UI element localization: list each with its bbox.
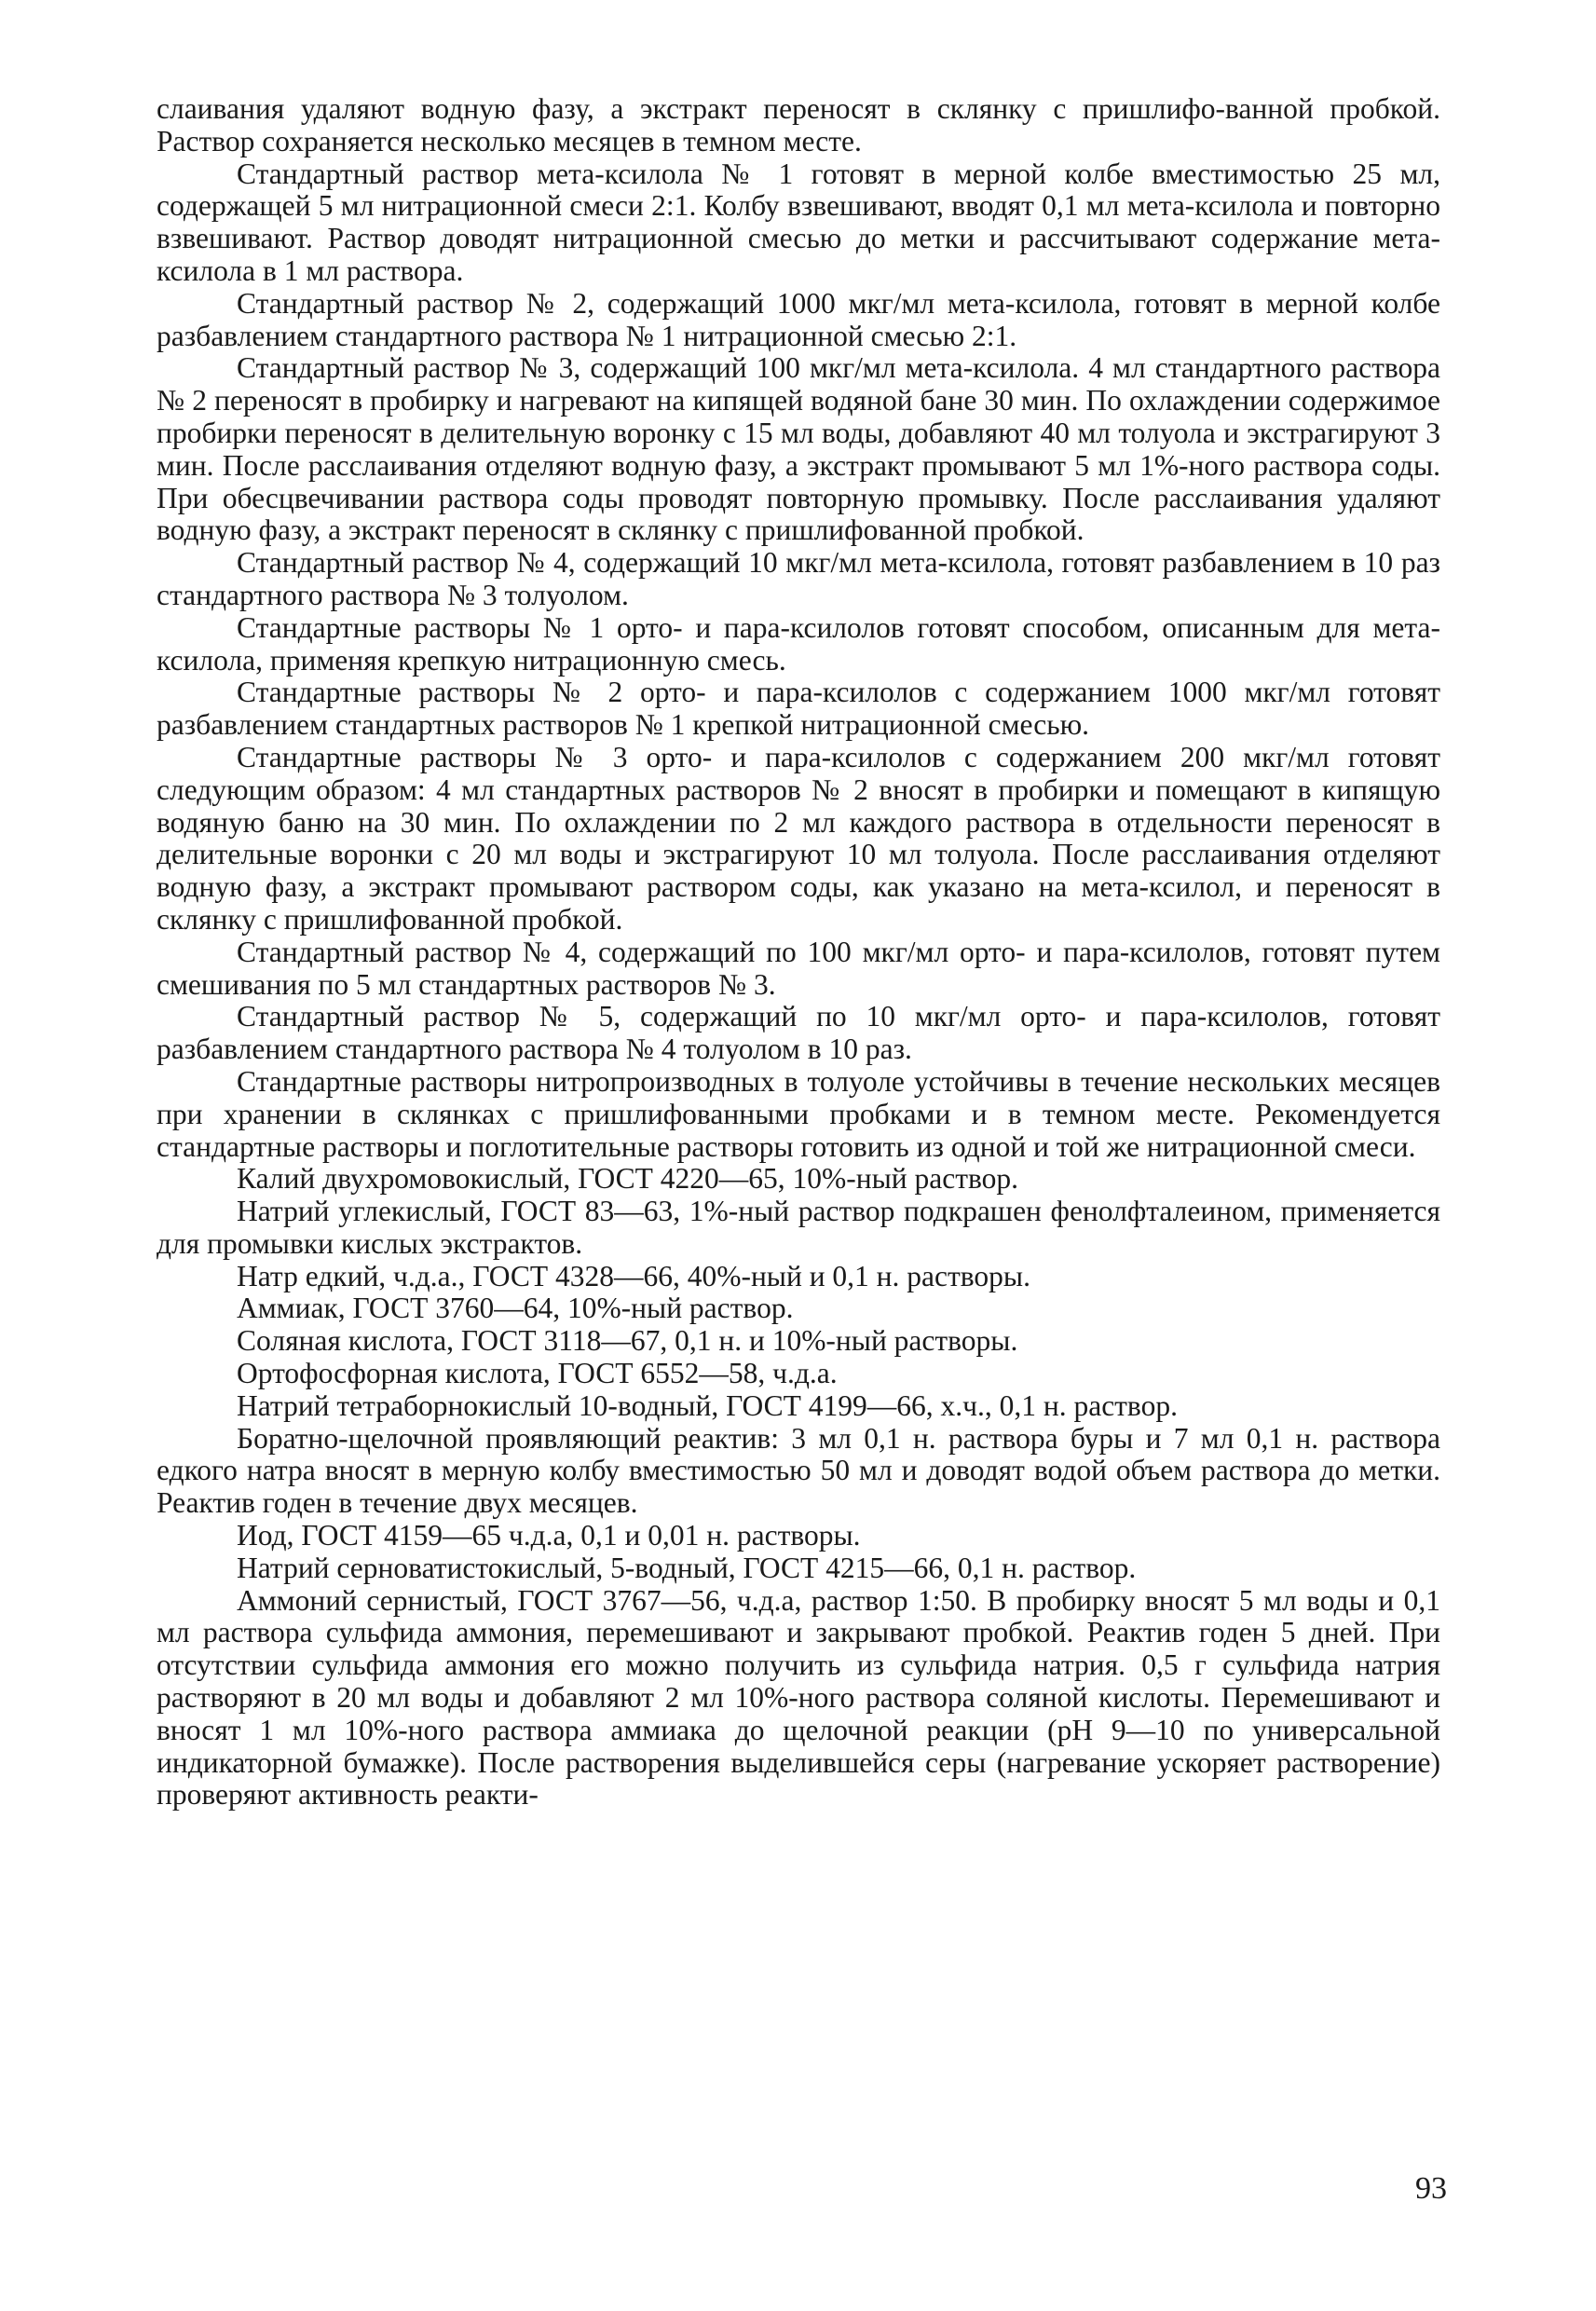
reagent-hydrochloric-acid: Соляная кислота, ГОСТ 3118—67, 0,1 н. и 10%-ный растворы. <box>237 1324 1018 1358</box>
page-body <box>157 93 1440 1812</box>
paragraph-ortho-para-std-3: Стандартные растворы № 3 орто- и пара-ксилолов с содержанием 200 мкг/мл готовят следующим образом: 4 мл стандартных растворов № 2 вносят в пробирки и помещают в кипящую водяную баню на 30 мин. По охлаждении по 2 мл каждого раствора в отдельности переносят в делительные воронки с 20 мл воды и экстрагируют 10 мл толуола. После расслаивания отделяют водную фазу, а экстракт промывают раствором соды, как указано на мета-ксилол, и переносят в склянку с пришлифованной пробкой. <box>157 740 1440 936</box>
paragraph-ortho-para-std-1: Стандартные растворы № 1 орто- и пара-ксилолов готовят способом, описанным для мета-ксилола, применяя крепкую нитрационную смесь. <box>157 610 1440 677</box>
reagent-sodium-thiosulfate: Натрий серноватистокислый, 5-водный, ГОСТ 4215—66, 0,1 н. раствор. <box>237 1551 1137 1584</box>
reagent-sodium-hydroxide: Натр едкий, ч.д.а., ГОСТ 4328—66, 40%-ный и 0,1 н. растворы. <box>237 1259 1030 1292</box>
paragraph-meta-xylene-std-2: Стандартный раствор № 2, содержащий 1000 мкг/мл мета-ксилола, готовят в мерной колбе разбавлением стандартного раствора № 1 нитрационной смесью 2:1. <box>157 286 1440 352</box>
reagent-ammonia: Аммиак, ГОСТ 3760—64, 10%-ный раствор. <box>237 1292 794 1325</box>
reagent-phosphoric-acid: Ортофосфорная кислота, ГОСТ 6552—58, ч.д.а. <box>237 1357 838 1390</box>
paragraph-continuation: слаивания удаляют водную фазу, а экстракт переносят в склянку с пришлифо-ванной пробкой. Раствор сохраняется несколько месяцев в темном месте. <box>157 92 1440 157</box>
paragraph-stability-note: Стандартные растворы нитропроизводных в толуоле устойчивы в течение нескольких месяцев при хранении в склянках с пришлифованными пробками и в темном месте. Рекомендуется стандартные растворы и поглотительные растворы готовить из одной и той же нитрационной смеси. <box>157 1064 1440 1163</box>
paragraph-meta-xylene-std-1: Стандартный раствор мета-ксилола № 1 готовят в мерной колбе вместимостью 25 мл, содержащей 5 мл нитрационной смеси 2:1. Колбу взвешивают, вводят 0,1 мл мета-ксилола и повторно взвешивают. Раствор доводят нитрационной смесью до метки и рассчитывают содержание мета-ксилола в 1 мл раствора. <box>157 157 1440 287</box>
reagent-sodium-tetraborate: Натрий тетраборнокислый 10-водный, ГОСТ 4199—66, х.ч., 0,1 н. раствор. <box>237 1388 1178 1422</box>
paragraph-ortho-para-std-4: Стандартный раствор № 4, содержащий по 100 мкг/мл орто- и пара-ксилолов, готовят путем смешивания по 5 мл стандартных растворов № 3. <box>157 935 1440 1001</box>
page-number: 93 <box>1415 2171 1447 2206</box>
paragraph-meta-xylene-std-3: Стандартный раствор № 3, содержащий 100 мкг/мл мета-ксилола. 4 мл стандартного раствора № 2 переносят в пробирку и нагревают на кипящей водяной бане 30 мин. По охлаждении содержимое пробирки переносят в делительную воронку с 15 мл воды, добавляют 40 мл толуола и экстрагируют 3 мин. После расслаивания отделяют водную фазу, а экстракт промывают 5 мл 1%-ного раствора соды. При обесцвечивании раствора соды проводят повторную промывку. После расслаивания удаляют водную фазу, а экстракт переносят в склянку с пришлифованной пробкой. <box>157 351 1440 547</box>
paragraph-ortho-para-std-2: Стандартные растворы № 2 орто- и пара-ксилолов с содержанием 1000 мкг/мл готовят разбавлением стандартных растворов № 1 крепкой нитрационной смесью. <box>157 676 1440 742</box>
reagent-ammonium-sulfide: Аммоний сернистый, ГОСТ 3767—56, ч.д.а, раствор 1:50. В пробирку вносят 5 мл воды и 0,1 мл раствора сульфида аммония, перемешивают и закрывают пробкой. Реактив годен 5 дней. При отсутствии сульфида аммония его можно получить из сульфида натрия. 0,5 г сульфида натрия растворяют в 20 мл воды и добавляют 2 мл 10%-ного раствора соляной кислоты. Перемешивают и вносят 1 мл 10%-ного раствора аммиака до щелочной реакции (pH 9—10 по универсальной индикаторной бумажке). После растворения выделившейся серы (нагревание ускоряет растворение) проверяют активность реакти- <box>157 1583 1440 1812</box>
reagent-borate-alkaline: Боратно-щелочной проявляющий реактив: 3 мл 0,1 н. раствора буры и 7 мл 0,1 н. раствора едкого натра вносят в мерную колбу вместимостью 50 мл и доводят водой объем раствора до метки. Реактив годен в течение двух месяцев. <box>157 1421 1440 1520</box>
paragraph-ortho-para-std-5: Стандартный раствор № 5, содержащий по 10 мкг/мл орто- и пара-ксилолов, готовят разбавлением стандартного раствора № 4 толуолом в 10 раз. <box>157 1000 1440 1066</box>
reagent-sodium-carbonate: Натрий углекислый, ГОСТ 83—63, 1%-ный раствор подкрашен фенолфталеином, применяется для промывки кислых экстрактов. <box>157 1195 1440 1260</box>
reagent-iodine: Иод, ГОСТ 4159—65 ч.д.а, 0,1 и 0,01 н. растворы. <box>237 1519 861 1552</box>
paragraph-meta-xylene-std-4: Стандартный раствор № 4, содержащий 10 мкг/мл мета-ксилола, готовят разбавлением в 10 раз стандартного раствора № 3 толуолом. <box>157 546 1440 611</box>
reagent-potassium-dichromate: Калий двухромовокислый, ГОСТ 4220—65, 10%-ный раствор. <box>237 1162 1019 1196</box>
